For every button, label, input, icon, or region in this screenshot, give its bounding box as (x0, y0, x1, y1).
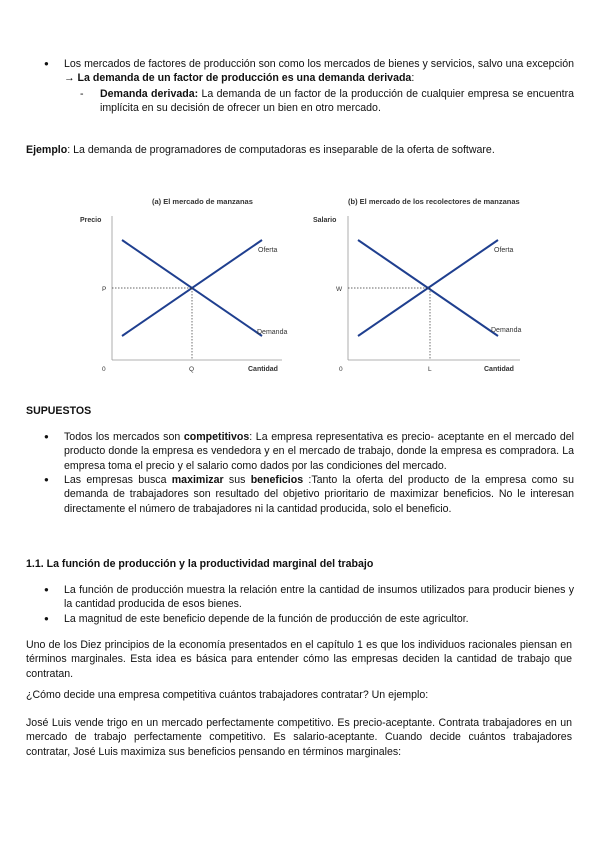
marginal-thinking-paragraph: Uno de los Diez principios de la economía presentados en el capítulo 1 es que los individuos racionales piensan en términos marginales. Esta idea es básica para entender cómo las empresas deciden la cantidad de trabajo que contratan. (26, 639, 572, 680)
chart-b-xlabel: Cantidad (484, 366, 514, 373)
bullet-icon: ● (44, 432, 49, 441)
supuestos-bullet-2 (44, 473, 574, 516)
chart-b-origin: 0 (339, 366, 343, 373)
chart-b-title: (b) El mercado de los recolectores de manzanas (348, 197, 520, 206)
intro-bullet (44, 57, 574, 86)
section-heading: 1.1. La función de producción y la productividad marginal del trabajo (26, 558, 374, 570)
chart-a-xlabel: Cantidad (248, 366, 278, 373)
chart-apples-market (80, 197, 287, 373)
section-bullet-2 (44, 612, 574, 626)
section-bullet-1-text: La función de producción muestra la relación entre la cantidad de insumos utilizados para producir bienes y la cantidad producida de esos bienes. (64, 584, 574, 611)
supuestos-bullet-1 (44, 430, 574, 473)
chart-b-eq-wage-label: W (336, 286, 343, 293)
bullet-icon: ● (44, 59, 49, 68)
chart-a-supply-label: Oferta (258, 247, 278, 254)
jose-luis-paragraph: José Luis vende trigo en un mercado perfectamente competitivo. Es precio-aceptante. Contrata trabajadores en un mercado de trabajo perfectamente competitivo. Es salario-aceptante. Cuando decide cuántos trabajadores contratar, José Luis maximiza sus beneficios pensando en términos marginales: (26, 717, 572, 758)
chart-a-eq-price-label: P (102, 286, 107, 293)
chart-a-origin: 0 (102, 366, 106, 373)
bullet-icon: ● (44, 585, 49, 594)
bullet-icon: ● (44, 475, 49, 484)
chart-a-demand-label: Demanda (257, 329, 288, 336)
supply-demand-figure (0, 190, 600, 380)
chart-a-title: (a) El mercado de manzanas (152, 197, 253, 206)
chart-b-ylabel: Salario (313, 217, 337, 224)
dash-icon: - (80, 88, 84, 100)
chart-b-demand-label: Demanda (491, 327, 522, 334)
intro-dash-item (80, 87, 574, 116)
section-bullet-2-text: La magnitud de este beneficio depende de la función de producción de este agricultor. (64, 613, 469, 625)
bullet-icon: ● (44, 614, 49, 623)
chart-b-supply-label: Oferta (494, 247, 514, 254)
derived-demand-definition: Demanda derivada: La demanda de un factor de la producción de cualquier empresa se encuentra implícita en su decisión de ofrecer un bien en otro mercado. (100, 88, 575, 115)
supuestos-bullet-2-text: Las empresas busca maximizar sus beneficios :Tanto la oferta del producto de la empresa como su demanda de trabajadores son resultado del objetivo prioritario de maximizar beneficios. No le interesan directamente el número de trabajadores ni la cantidad producida, solo el beneficio. (64, 474, 574, 515)
supuestos-heading: SUPUESTOS (26, 405, 92, 417)
chart-b-eq-qty-label: L (428, 366, 432, 373)
supuestos-bullet-1-text: Todos los mercados son competitivos: La empresa representativa es precio- aceptante en el mercado del producto donde la empresa es vendedora y en el mercado de trabajo, donde la empresa es compradora. La empresa toma el precio y el salario como dados por las condiciones del mercado. (64, 431, 574, 472)
chart-pickers-market (313, 197, 521, 373)
question-paragraph: ¿Cómo decide una empresa competitiva cuántos trabajadores contratar? Un ejemplo: (26, 689, 429, 701)
example-paragraph: Ejemplo: La demanda de programadores de computadoras es inseparable de la oferta de software. (26, 144, 495, 156)
chart-a-eq-qty-label: Q (189, 366, 195, 373)
section-bullet-1 (44, 583, 574, 612)
intro-bullet-text: Los mercados de factores de producción son como los mercados de bienes y servicios, salvo una excepción → La demanda de un factor de producción es una demanda derivada: (64, 58, 574, 85)
chart-a-ylabel: Precio (80, 217, 102, 224)
